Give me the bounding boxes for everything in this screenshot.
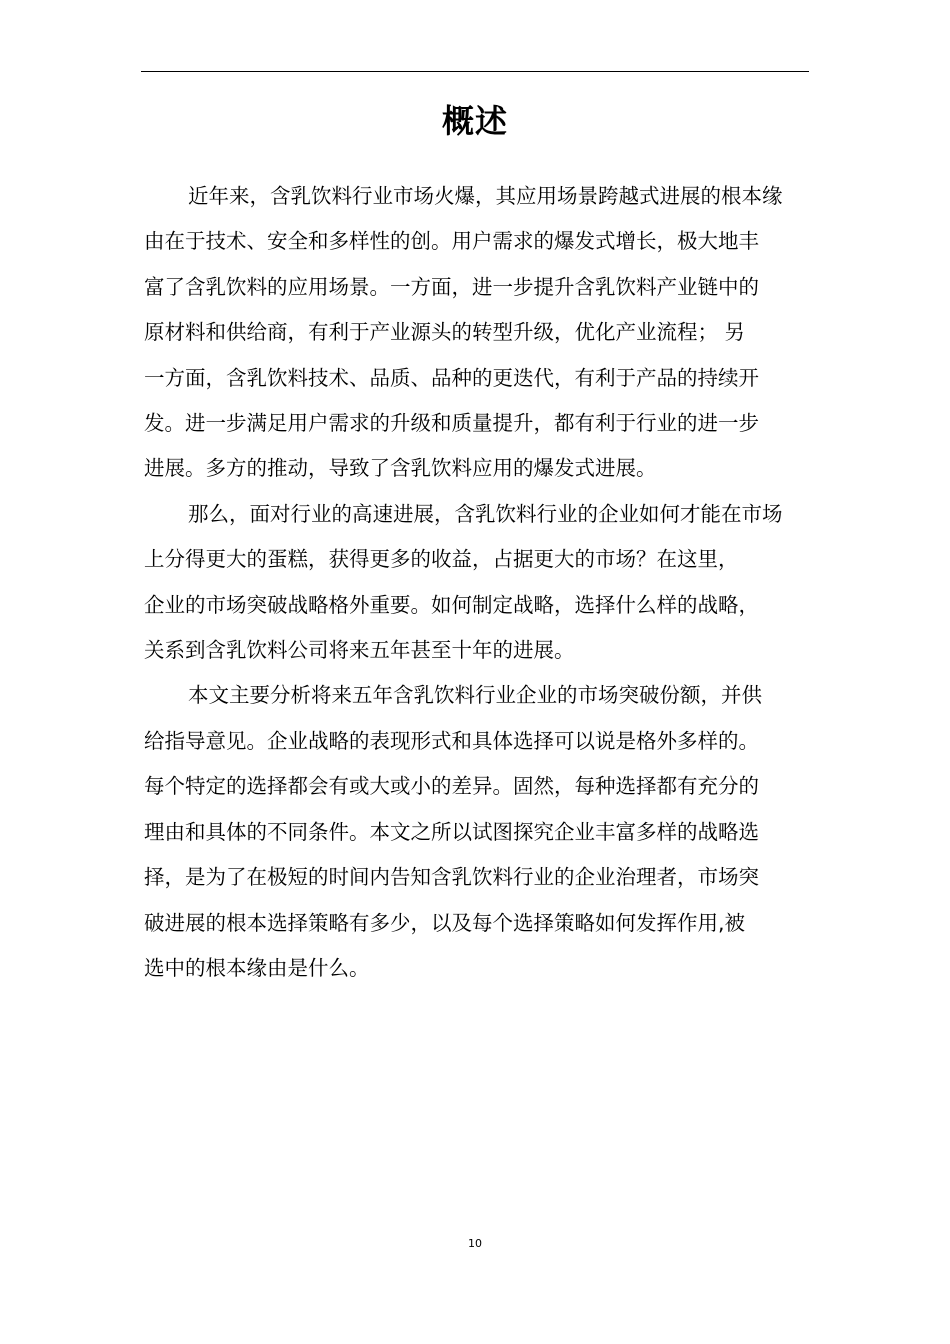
text-line: 一方面，含乳饮料技术、品质、品种的更迭代，有利于产品的持续开 [144,365,759,390]
text-line: 发。进一步满足用户需求的升级和质量提升，都有利于行业的进一步 [144,411,759,436]
page-title: 概述 [441,102,508,140]
paragraph-2 [144,492,816,674]
text-line: 破进展的根本选择策略有多少，以及每个选择策略如何发挥作用,被 [144,910,746,935]
header-rule [141,71,809,72]
paragraph-3 [144,673,816,991]
text-line: 富了含乳饮料的应用场景。一方面，进一步提升含乳饮料产业链中的 [144,274,759,299]
text-line: 选中的根本缘由是什么。 [144,955,370,980]
paragraph-1 [144,174,816,492]
text-line: 每个特定的选择都会有或大或小的差异。固然，每种选择都有充分的 [144,774,759,799]
text-line: 理由和具体的不同条件。本文之所以试图探究企业丰富多样的战略选 [144,819,759,844]
text-line: 本文主要分析将来五年含乳饮料行业企业的市场突破份额，并供 [188,683,762,708]
text-line: 近年来，含乳饮料行业市场火爆，其应用场景跨越式进展的根本缘 [188,184,783,208]
text-line: 那么，面对行业的高速进展，含乳饮料行业的企业如何才能在市场 [188,501,783,526]
page-number: 10 [468,1237,482,1250]
text-line: 上分得更大的蛋糕，获得更多的收益，占据更大的市场？在这里， [144,547,739,572]
text-line: 进展。多方的推动，导致了含乳饮料应用的爆发式进展。 [144,456,657,481]
text-line: 原材料和供给商，有利于产业源头的转型升级，优化产业流程； 另 [144,320,746,345]
body-text [144,174,816,991]
text-line: 择，是为了在极短的时间内告知含乳饮料行业的企业治理者，市场突 [144,865,759,890]
text-line: 由在于技术、安全和多样性的创。用户需求的爆发式增长，极大地丰 [144,229,759,254]
text-line: 企业的市场突破战略格外重要。如何制定战略，选择什么样的战略， [144,592,759,617]
text-line: 关系到含乳饮料公司将来五年甚至十年的进展。 [144,638,575,663]
text-line: 给指导意见。企业战略的表现形式和具体选择可以说是格外多样的。 [144,728,759,753]
